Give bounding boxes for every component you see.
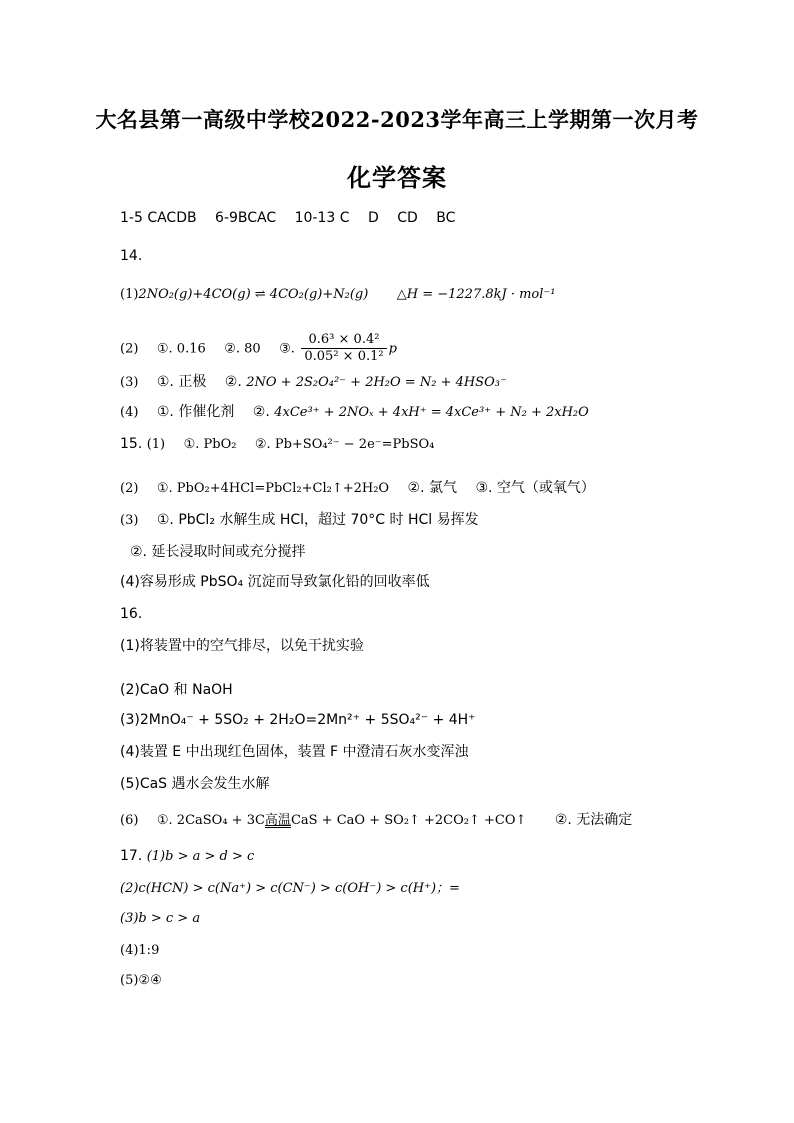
mc-group-2: 6-9BCAC — [215, 210, 277, 226]
q17-part2: (2)c(HCN) > c(Na⁺) > c(CN⁻) > c(OH⁻) > c(H⁺)；= — [120, 881, 460, 896]
q17-part3: (3)b > c > a — [120, 911, 201, 926]
mc-group-3: 10-13 C — [294, 210, 350, 226]
q14-p1-equation: 2NO₂(g)+4CO(g) ⇌ 4CO₂(g)+N₂(g) — [138, 287, 369, 302]
q15-p3-a: ①. PbCl₂ 水解生成 HCl，超过 70°C 时 HCl 易挥发 — [156, 512, 479, 528]
q15-p2-a: ①. PbO₂+4HCl=PbCl₂+Cl₂↑+2H₂O — [156, 481, 390, 496]
q15-number: 15. — [120, 436, 143, 452]
q14-number: 14. — [120, 248, 143, 264]
q16-p6-a-pre: ①. 2CaSO₄ + 3C — [156, 813, 265, 828]
q15-part2: (2) ①. PbO₂+4HCl=PbCl₂+Cl₂↑+2H₂O ②. 氯气 ③. 空气（或氧气） — [120, 480, 595, 496]
q16-part6: (6) ①. 2CaSO₄ + 3C高温CaS + CaO + SO₂↑ +2CO₂↑ +CO↑ ②. 无法确定 — [120, 810, 632, 831]
page-title: 大名县第一高级中学校2022-2023学年高三上学期第一次月考 — [95, 107, 699, 132]
q14-p4-a: ①. 作催化剂 — [156, 404, 235, 420]
mc-group-1: 1-5 CACDB — [120, 210, 197, 226]
page-subtitle: 化学答案 — [347, 163, 447, 192]
q16-part3: (3)2MnO₄⁻ + 5SO₂ + 2H₂O=2Mn²⁺ + 5SO₄²⁻ + 4H⁺ — [120, 712, 476, 728]
q14-p4-equation: 4xCe³⁺ + 2NOₓ + 4xH⁺ = 4xCe³⁺ + N₂ + 2xH₂O — [274, 405, 589, 420]
q17-part5: (5)②④ — [120, 973, 162, 988]
mc-group-6: BC — [436, 210, 456, 226]
q14-p3-equation: 2NO + 2S₂O₄²⁻ + 2H₂O = N₂ + 4HSO₃⁻ — [246, 375, 507, 390]
q15-p1-a: ①. PbO₂ — [183, 437, 237, 452]
q14-part1: (1)2NO₂(g)+4CO(g) ⇌ 4CO₂(g)+N₂(g) △H = −1227.8kJ · mol⁻¹ — [120, 287, 556, 302]
q14-part3: (3) ①. 正极 ②. 2NO + 2S₂O₄²⁻ + 2H₂O = N₂ + 4HSO₃⁻ — [120, 374, 507, 390]
q15-p2-b: ②. 氯气 — [407, 480, 457, 496]
q16-part4: (4)装置 E 中出现红色固体，装置 F 中澄清石灰水变浑浊 — [120, 744, 469, 760]
q14-p2-fraction: $\frac{\text{0.6³ × 0.4²}}{\text{0.05² × 0.1²}}$ — [301, 332, 386, 365]
q16-part5: (5)CaS 遇水会发生水解 — [120, 776, 270, 792]
q14-part2: (2) ①. 0.16 ②. 80 ③. $\frac{\text{0.6³ × 0.4²}}{\text{0.05² × 0.1²}}$ p — [120, 332, 397, 364]
q15-part3: (3) ①. PbCl₂ 水解生成 HCl，超过 70°C 时 HCl 易挥发 — [120, 512, 479, 528]
q17-part4: (4)1:9 — [120, 943, 160, 958]
q15-p2-c: ③. 空气（或氧气） — [475, 480, 595, 496]
q16-p6-a-post: CaS + CaO + SO₂↑ +2CO₂↑ +CO↑ — [290, 813, 527, 828]
mc-answers — [120, 208, 455, 228]
q17-number: 17. — [120, 848, 143, 864]
q14-p3-a: ①. 正极 — [156, 374, 207, 390]
mc-group-4: D — [367, 210, 379, 226]
q16-number: 16. — [120, 606, 143, 622]
mc-group-5: CD — [397, 210, 418, 226]
q14-p2-a: ①. 0.16 — [156, 341, 206, 357]
q14-part4: (4) ①. 作催化剂 ②. 4xCe³⁺ + 2NOₓ + 4xH⁺ = 4xCe³⁺ + N₂ + 2xH₂O — [120, 404, 589, 420]
q16-part1: (1)将装置中的空气排尽，以免干扰实验 — [120, 638, 364, 654]
q15-part1: 15. (1) ①. PbO₂ ②. Pb+SO₄²⁻ − 2e⁻=PbSO₄ — [120, 436, 435, 452]
q14-p2-b: ②. 80 — [224, 341, 261, 357]
q17-part1: 17. (1)b > a > d > c — [120, 848, 255, 864]
q16-p6-b: ②. 无法确定 — [554, 812, 633, 828]
q15-part4: (4)容易形成 PbSO₄ 沉淀而导致氯化铅的回收率低 — [120, 574, 430, 590]
q15-p1-b: ②. Pb+SO₄²⁻ − 2e⁻=PbSO₄ — [254, 437, 435, 452]
q16-part2: (2)CaO 和 NaOH — [120, 682, 233, 698]
q15-p3-b: ②. 延长浸取时间或充分搅拌 — [130, 544, 306, 560]
q14-p1-enthalpy: △H = −1227.8kJ · mol⁻¹ — [396, 287, 556, 302]
q16-p6-condition: 高温 — [264, 813, 291, 828]
